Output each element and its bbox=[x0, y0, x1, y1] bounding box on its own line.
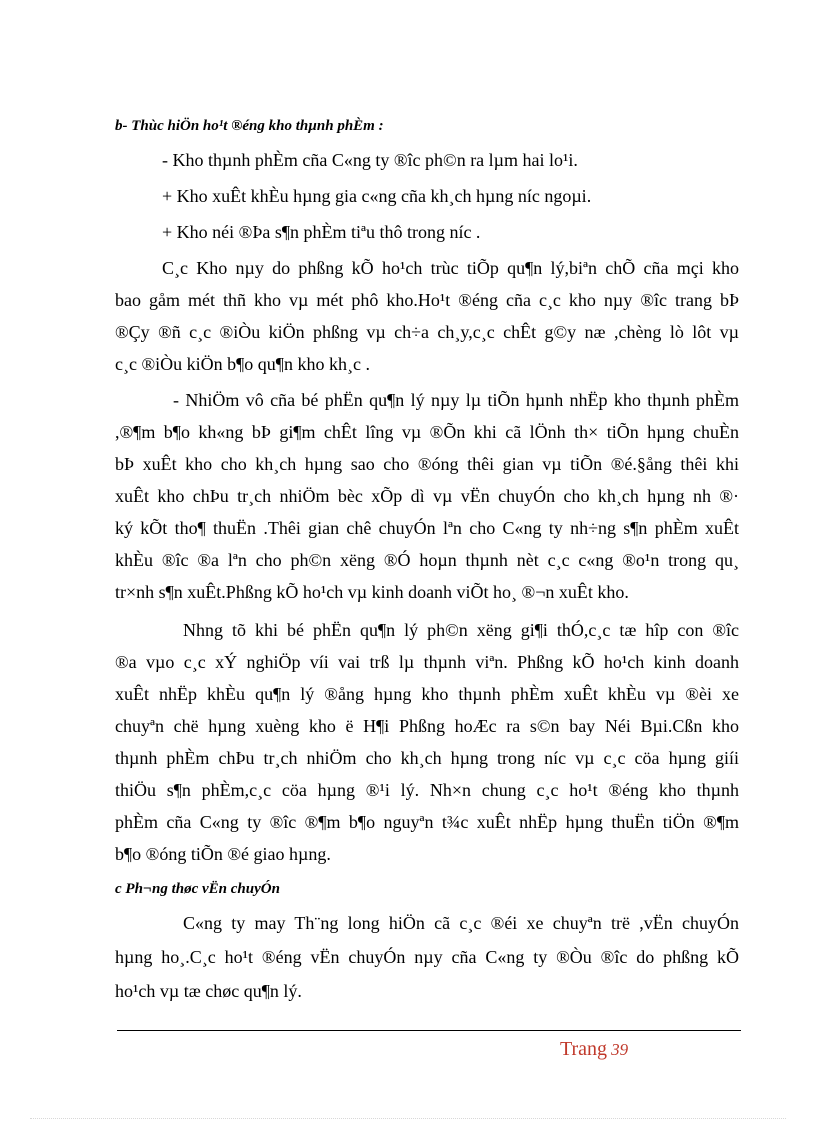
paragraph-line: ®a vµo c¸c xÝ nghiÖp víi vai trß lµ thµnh viªn. Phßng kÕ ho¹ch kinh doanh bbox=[115, 652, 739, 672]
paragraph-line: - NhiÖm vô cña bé phËn qu¶n lý nµy lµ tiÕn hµnh nhËp kho thµnh phÈm bbox=[173, 390, 739, 410]
paragraph-line: xuÊt nhËp khÈu qu¶n lý ®ång hµng kho thµnh phÈm xuÊt khÈu vµ ®èi xe bbox=[115, 684, 739, 704]
paragraph-line: hµng ho¸.C¸c ho¹t ®éng vËn chuyÓn nµy cña C«ng ty ®Òu ®îc do phßng kÕ bbox=[115, 947, 739, 967]
page-label: Trang bbox=[560, 1038, 608, 1060]
section-b-line-1: - Kho thµnh phÈm cña C«ng ty ®îc ph©n ra lµm hai lo¹i. bbox=[162, 150, 578, 170]
paragraph-line: ho¹ch vµ tæ chøc qu¶n lý. bbox=[115, 981, 302, 1001]
paragraph-line: thµnh phÈm chÞu tr¸ch nhiÖm cho kh¸ch hµng trong níc vµ c¸c cöa hµng giíi bbox=[115, 748, 739, 768]
section-c-heading: c Ph¬ng thøc vËn chuyÓn bbox=[115, 881, 280, 897]
paragraph-line: phÈm cña C«ng ty ®îc ®¶m b¶o nguyªn t¾c xuÊt nhËp hµng thuËn tiÖn ®¶m bbox=[115, 812, 739, 832]
page-number: 39 bbox=[611, 1040, 629, 1059]
paragraph-line: thiÖu s¶n phÈm,c¸c cöa hµng ®¹i lý. Nh×n chung c¸c ho¹t ®éng kho thµnh bbox=[115, 780, 739, 800]
paragraph-line: b¶o ®óng tiÕn ®é giao hµng. bbox=[115, 844, 331, 864]
paragraph-line: tr×nh s¶n xuÊt.Phßng kÕ ho¹ch vµ kinh doanh viÕt ho¸ ®¬n xuÊt kho. bbox=[115, 582, 629, 602]
paragraph-line: Nhng tõ khi bé phËn qu¶n lý ph©n xëng gi¶i thÓ,c¸c tæ hîp con ®îc bbox=[183, 620, 739, 640]
paragraph-line: ,®¶m b¶o kh«ng bÞ gi¶m chÊt lîng vµ ®Õn khi cã lÖnh th× tiÕn hµng chuÈn bbox=[115, 422, 739, 442]
section-b-heading: b- Thùc hiÖn ho¹t ®éng kho thµnh phÈm : bbox=[115, 118, 384, 134]
footer-rule bbox=[117, 1030, 741, 1031]
paragraph-line: bÞ xuÊt kho cho kh¸ch hµng sao cho ®óng thêi gian vµ tiÕn ®é.§ång thêi khi bbox=[115, 454, 739, 474]
paragraph-line: C¸c Kho nµy do phßng kÕ ho¹ch trùc tiÕp qu¶n lý,biªn chÕ cña mçi kho bbox=[162, 258, 739, 278]
paragraph-line: bao gåm mét thñ kho vµ mét phô kho.Ho¹t ®éng cña c¸c kho nµy ®îc trang bÞ bbox=[115, 290, 739, 310]
section-b-line-2: + Kho xuÊt khÈu hµng gia c«ng cña kh¸ch hµng níc ngoµi. bbox=[162, 186, 592, 206]
paragraph-line: ký kÕt tho¶ thuËn .Thêi gian chê chuyÓn lªn cho C«ng ty nh÷ng s¶n phÈm xuÊt bbox=[115, 518, 739, 538]
paragraph-line: khÈu ®îc ®a lªn cho ph©n xëng ®Ó hoµn thµnh nèt c¸c c«ng ®o¹n trong qu¸ bbox=[115, 550, 739, 570]
paragraph-line: ®Çy ®ñ c¸c ®iÒu kiÖn phßng vµ ch÷a ch¸y,c¸c chÊt g©y næ ,chèng lò lôt vµ bbox=[115, 322, 739, 342]
paragraph-line: c¸c ®iÒu kiÖn b¶o qu¶n kho kh¸c . bbox=[115, 354, 370, 374]
paragraph-line: xuÊt kho chÞu tr¸ch nhiÖm bèc xÕp dì vµ vËn chuyÓn cho kh¸ch hµng nh ®· bbox=[115, 486, 739, 506]
page-footer bbox=[560, 1038, 628, 1061]
section-b-line-3: + Kho néi ®Þa s¶n phÈm tiªu thô trong níc . bbox=[162, 222, 481, 242]
paragraph-line: C«ng ty may Th¨ng long hiÖn cã c¸c ®éi xe chuyªn trë ,vËn chuyÓn bbox=[183, 913, 739, 933]
paragraph-line: chuyªn chë hµng xuèng kho ë H¶i Phßng hoÆc ra s©n bay Néi Bµi.Cßn kho bbox=[115, 716, 739, 736]
page-bottom-border bbox=[30, 1118, 786, 1119]
